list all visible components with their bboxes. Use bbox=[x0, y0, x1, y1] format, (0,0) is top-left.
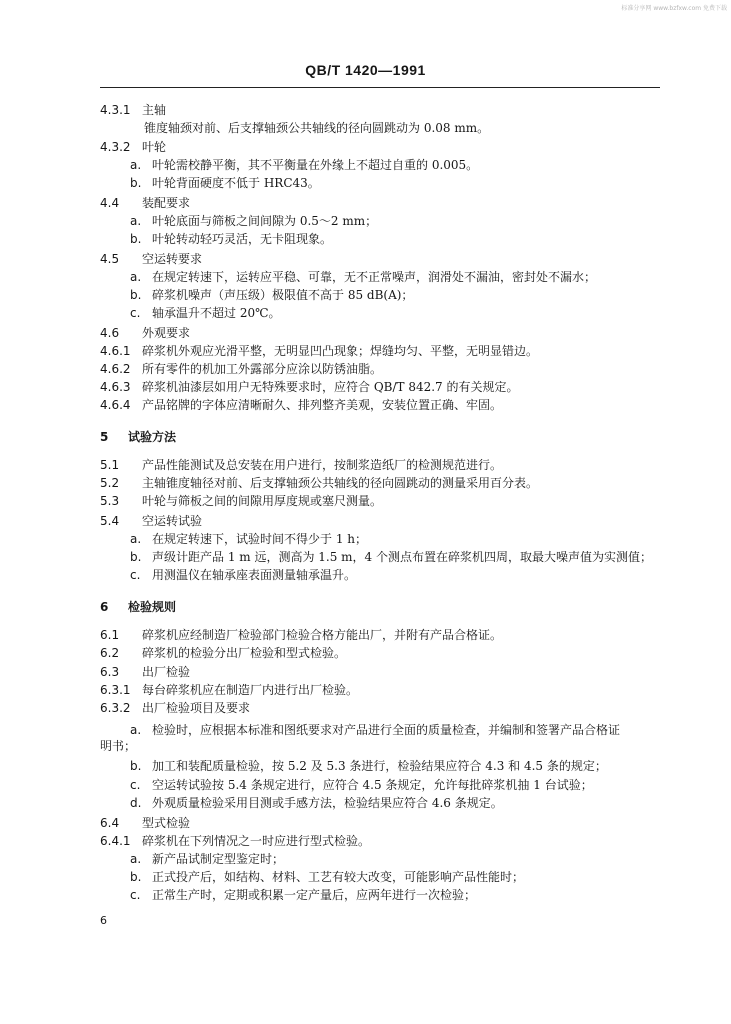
clause-text: 叶轮需校静平衡，其不平衡量在外缘上不超过自重的 0.005。 bbox=[152, 158, 479, 172]
clause-number: b. bbox=[130, 232, 142, 246]
clause-text: 出厂检验项目及要求 bbox=[142, 701, 251, 715]
clause-text: 产品铭牌的字体应清晰耐久、排列整齐美观，安装位置正确、牢固。 bbox=[142, 398, 503, 412]
clause-number: a. bbox=[130, 723, 142, 737]
clause-number: 6.2 bbox=[100, 646, 120, 660]
clause-number: b. bbox=[130, 288, 142, 302]
text-line bbox=[100, 739, 136, 753]
text-line bbox=[130, 214, 377, 228]
clause-number: c. bbox=[130, 306, 141, 320]
text-line bbox=[130, 158, 478, 172]
section-heading bbox=[100, 430, 176, 444]
clause-number: 5.2 bbox=[100, 476, 120, 490]
clause-text: 叶轮与筛板之间的间隙用厚度规或塞尺测量。 bbox=[142, 494, 383, 508]
text-line bbox=[100, 326, 190, 340]
clause-text: 碎浆机的检验分出厂检验和型式检验。 bbox=[142, 646, 347, 660]
clause-number: a. bbox=[130, 158, 142, 172]
clause-number: 5.4 bbox=[100, 514, 120, 528]
text-line bbox=[130, 888, 476, 902]
text-line bbox=[100, 665, 190, 679]
clause-text: 空运转试验按 5.4 条规定进行，应符合 4.5 条规定，允许每批碎浆机抽 1 台试验； bbox=[152, 778, 593, 792]
clause-text: 新产品试制定型鉴定时； bbox=[152, 852, 285, 866]
text-line bbox=[100, 196, 190, 210]
clause-text: 所有零件的机加工外露部分应涂以防锈油脂。 bbox=[142, 362, 383, 376]
text-line bbox=[100, 701, 250, 715]
text-line bbox=[100, 646, 346, 660]
text-line bbox=[100, 816, 190, 830]
clause-text: 碎浆机油漆层如用户无特殊要求时，应符合 QB/T 842.7 的有关规定。 bbox=[142, 380, 519, 394]
clause-number: 6.3.1 bbox=[100, 683, 131, 697]
clause-number: d. bbox=[130, 796, 142, 810]
clause-number: 4.3.1 bbox=[100, 103, 131, 117]
clause-number: a. bbox=[130, 214, 142, 228]
clause-text: 碎浆机外观应光滑平整，无明显凹凸现象；焊缝均匀、平整，无明显错边。 bbox=[142, 344, 539, 358]
clause-text: 明书； bbox=[100, 739, 137, 753]
clause-text: 空运转要求 bbox=[142, 252, 203, 266]
clause-number: 6.4.1 bbox=[100, 834, 131, 848]
clause-text: 每台碎浆机应在制造厂内进行出厂检验。 bbox=[142, 683, 359, 697]
clause-number: c. bbox=[130, 778, 141, 792]
clause-text: 装配要求 bbox=[142, 196, 191, 210]
clause-number: 5.1 bbox=[100, 458, 120, 472]
clause-number: a. bbox=[130, 532, 142, 546]
text-line bbox=[144, 121, 489, 135]
clause-text: 空运转试验 bbox=[142, 514, 203, 528]
clause-number: c. bbox=[130, 568, 141, 582]
clause-text: 型式检验 bbox=[142, 816, 191, 830]
clause-number: 4.6.4 bbox=[100, 398, 131, 412]
text-line bbox=[130, 306, 281, 320]
clause-number: 6 bbox=[100, 600, 109, 614]
clause-text: 主轴 bbox=[142, 103, 167, 117]
clause-text: 锥度轴颈对前、后支撑轴颈公共轴线的径向圆跳动为 0.08 mm。 bbox=[144, 121, 490, 135]
clause-number: 4.6.1 bbox=[100, 344, 131, 358]
clause-text: 声级计距产品 1 m 远，测高为 1.5 m，4 个测点布置在碎浆机四周，取最大噪声值为实测值； bbox=[152, 550, 653, 564]
clause-number: 6.4 bbox=[100, 816, 120, 830]
clause-number: 6.1 bbox=[100, 628, 120, 642]
clause-number: 4.5 bbox=[100, 252, 120, 266]
clause-text: 产品性能测试及总安装在用户进行，按制浆造纸厂的检测规范进行。 bbox=[142, 458, 503, 472]
text-line bbox=[100, 628, 502, 642]
clause-number: b. bbox=[130, 550, 142, 564]
clause-text: 用测温仪在轴承座表面测量轴承温升。 bbox=[152, 568, 357, 582]
clause-text: 出厂检验 bbox=[142, 665, 191, 679]
text-line bbox=[130, 270, 596, 284]
clause-text: 叶轮转动轻巧灵活，无卡阻现象。 bbox=[152, 232, 333, 246]
text-line bbox=[130, 232, 332, 246]
text-line bbox=[100, 476, 538, 490]
text-line bbox=[100, 514, 202, 528]
text-line bbox=[100, 140, 166, 154]
clause-number: a. bbox=[130, 852, 142, 866]
clause-text: 叶轮底面与筛板之间间隙为 0.5～2 mm； bbox=[152, 214, 378, 228]
clause-text: 加工和装配质量检验，按 5.2 及 5.3 条进行，检验结果应符合 4.3 和 4.5 条的规定； bbox=[152, 759, 607, 773]
text-line bbox=[100, 362, 382, 376]
clause-text: 叶轮背面硬度不低于 HRC43。 bbox=[152, 176, 320, 190]
clause-number: a. bbox=[130, 270, 142, 284]
clause-text: 主轴锥度轴径对前、后支撑轴颈公共轴线的径向圆跳动的测量采用百分表。 bbox=[142, 476, 539, 490]
clause-text: 在规定转速下，试验时间不得少于 1 h； bbox=[152, 532, 367, 546]
clause-text: 正常生产时，定期或积累一定产量后，应两年进行一次检验； bbox=[152, 888, 477, 902]
clause-number: 6.3.2 bbox=[100, 701, 131, 715]
text-line bbox=[130, 852, 284, 866]
clause-number: 5.3 bbox=[100, 494, 120, 508]
text-line bbox=[130, 176, 320, 190]
clause-text: 正式投产后，如结构、材料、工艺有较大改变，可能影响产品性能时； bbox=[152, 870, 525, 884]
page-number: 6 bbox=[100, 914, 107, 927]
text-line bbox=[130, 759, 607, 773]
clause-number: b. bbox=[130, 759, 142, 773]
text-line bbox=[100, 252, 202, 266]
text-line bbox=[130, 723, 620, 737]
text-line bbox=[130, 532, 367, 546]
clause-number: 6.3 bbox=[100, 665, 120, 679]
text-line bbox=[130, 796, 503, 810]
clause-text: 试验方法 bbox=[128, 430, 177, 444]
clause-number: 4.3.2 bbox=[100, 140, 131, 154]
clause-number: c. bbox=[130, 888, 141, 902]
text-line bbox=[100, 398, 502, 412]
text-line bbox=[100, 344, 538, 358]
page-header: QB/T 1420—1991 bbox=[305, 62, 426, 78]
clause-text: 在规定转速下，运转应平稳、可靠，无不正常噪声，润滑处不漏油，密封处不漏水； bbox=[152, 270, 597, 284]
clause-number: 5 bbox=[100, 430, 109, 444]
clause-text: 轴承温升不超过 20℃。 bbox=[152, 306, 281, 320]
clause-text: 碎浆机噪声（声压级）极限值不高于 85 dB(A)； bbox=[152, 288, 414, 302]
text-line bbox=[100, 380, 519, 394]
clause-text: 碎浆机应经制造厂检验部门检验合格方能出厂，并附有产品合格证。 bbox=[142, 628, 503, 642]
clause-text: 叶轮 bbox=[142, 140, 167, 154]
section-heading bbox=[100, 600, 176, 614]
text-line bbox=[130, 550, 652, 564]
clause-text: 检验规则 bbox=[128, 600, 177, 614]
text-line bbox=[100, 834, 370, 848]
text-line bbox=[130, 568, 356, 582]
clause-text: 外观要求 bbox=[142, 326, 191, 340]
clause-number: 4.4 bbox=[100, 196, 120, 210]
clause-text: 检验时，应根据本标准和图纸要求对产品进行全面的质量检查，并编制和签署产品合格证 bbox=[152, 723, 621, 737]
text-line bbox=[130, 288, 413, 302]
clause-number: 4.6.3 bbox=[100, 380, 131, 394]
clause-number: b. bbox=[130, 870, 142, 884]
text-line bbox=[100, 458, 502, 472]
text-line bbox=[130, 870, 524, 884]
clause-number: 4.6.2 bbox=[100, 362, 131, 376]
text-line bbox=[100, 683, 358, 697]
watermark: 标准分享网 www.bzfxw.com 免费下载 bbox=[621, 5, 727, 12]
clause-text: 碎浆机在下列情况之一时应进行型式检验。 bbox=[142, 834, 371, 848]
text-line bbox=[100, 103, 166, 117]
clause-number: b. bbox=[130, 176, 142, 190]
clause-text: 外观质量检验采用目测或手感方法，检验结果应符合 4.6 条规定。 bbox=[152, 796, 503, 810]
text-line bbox=[100, 494, 382, 508]
text-line bbox=[130, 778, 593, 792]
clause-number: 4.6 bbox=[100, 326, 120, 340]
header-rule bbox=[100, 87, 660, 88]
